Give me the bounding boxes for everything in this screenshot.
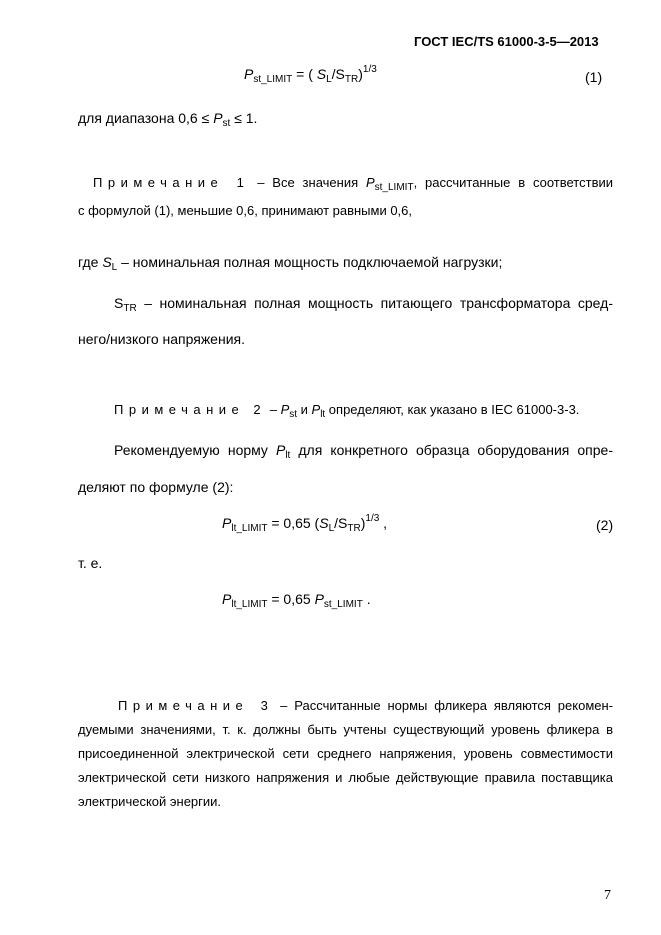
definition-sl: где $S_L$ – номинальная полная мощность подключаемой нагрузки; bbox=[78, 254, 503, 273]
range-line: для диапазона $0,6 \le P_{st} \le 1$. bbox=[78, 110, 258, 129]
formula-2: $P_{lt\_LIMIT} = 0,65$ $(S_L/S_{TR})^{1/3}$ , bbox=[222, 513, 388, 534]
formula-2-number: (2) bbox=[596, 517, 614, 533]
note-1-line-1: Примечание 1 – Все значения $P_{st\_LIMIT}$, рассчитанные в соответствии bbox=[93, 175, 613, 193]
note-1-line-2: с формулой (1), меньшие 0,6, принимают равными 0,6, bbox=[78, 203, 413, 218]
note-3-line-2: дуемыми значениями, т. к. должны быть учтены существующий уровень фликера в bbox=[78, 722, 613, 737]
definition-str-line-2: него/низкого напряжения. bbox=[78, 331, 245, 347]
note-3-line-1: Примечание 3 – Рассчитанные нормы фликера являются рекомен- bbox=[118, 698, 613, 713]
note-3-line-5: электрической энергии. bbox=[78, 794, 222, 809]
recommend-line-2: деляют по формуле (2): bbox=[78, 479, 234, 495]
page-number: 7 bbox=[604, 888, 611, 903]
note-3-line-4: электрической сети низкого напряжения и любые действующие правила поставщика bbox=[78, 770, 613, 785]
note-3-line-3: присоединенной электрической сети среднего напряжения, уровень совместимости bbox=[78, 746, 613, 761]
formula-1-number: (1) bbox=[585, 69, 603, 85]
ie-text: т. е. bbox=[78, 555, 103, 571]
note-2: Примечание $2 - P_{st}$ и $P_{lt}$ определяют, как указано в IEC 61000-3-3. bbox=[114, 402, 580, 420]
formula-3: $P_{lt\_LIMIT} = 0,65$ $P_{st\_LIMIT}$ . bbox=[222, 591, 371, 610]
recommend-line-1: Рекомендуемую норму $P_{lt}$ для конкретного образца оборудования опре- bbox=[114, 442, 613, 461]
definition-str-line-1: $S_{TR}$ – номинальная полная мощность питающего трансформатора сред- bbox=[114, 295, 613, 314]
document-header: ГОСТ IEC/TS 61000-3-5—2013 bbox=[414, 34, 599, 49]
formula-1: $P_{st\_LIMIT}$ = ( $S_L/S_{TR})^{1/3}$ bbox=[244, 64, 377, 85]
